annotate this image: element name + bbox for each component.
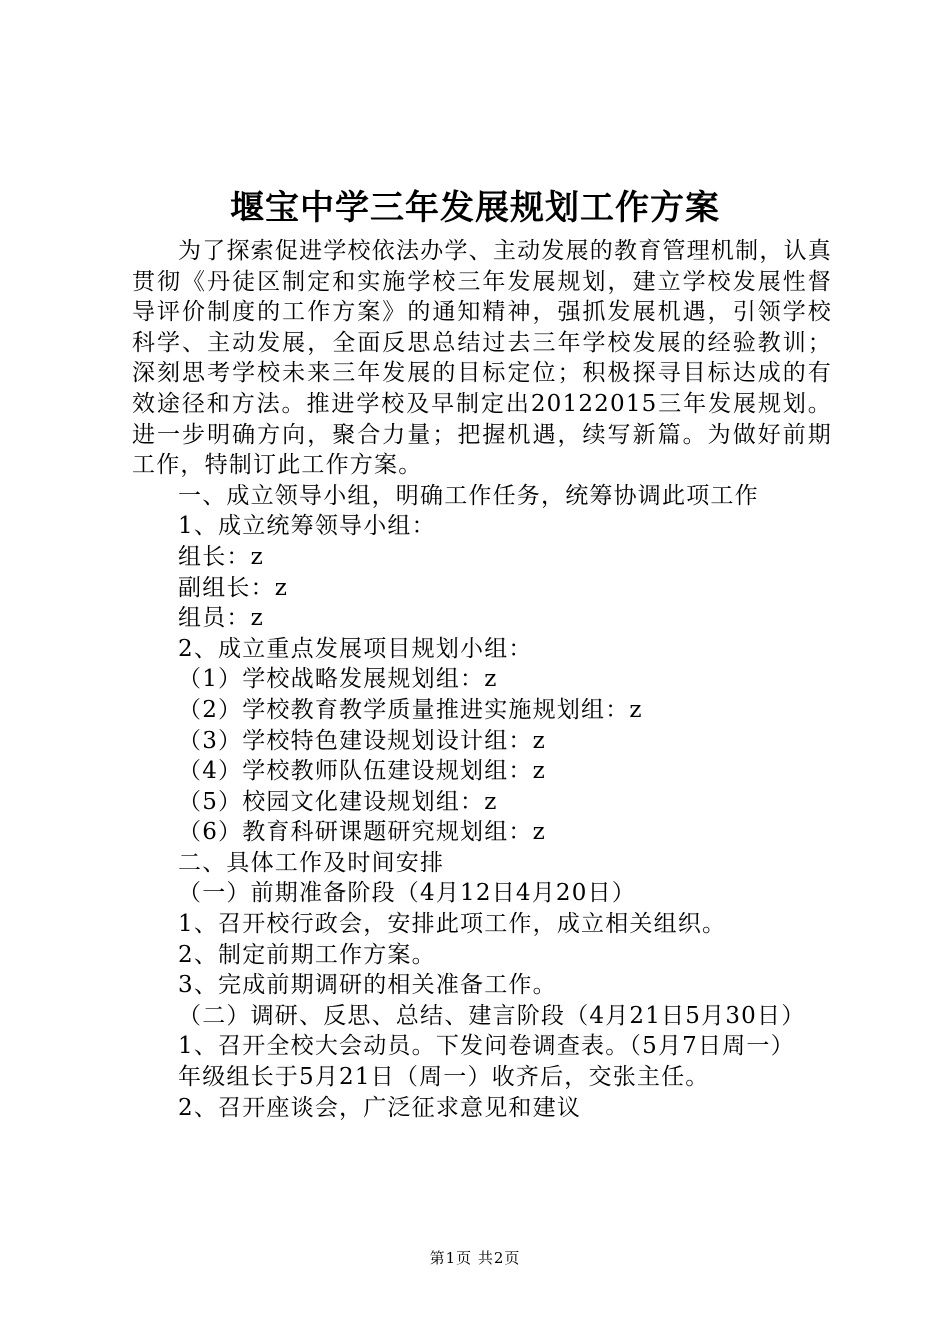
list-item: （3）学校特色建设规划设计组：z [178, 727, 546, 754]
list-item: 组员：z [178, 605, 264, 632]
list-item: （4）学校教师队伍建设规划组：z [178, 758, 546, 785]
list-item: （1）学校战略发展规划组：z [178, 666, 498, 693]
list-item: 2、召开座谈会，广泛征求意见和建议 [178, 1094, 582, 1121]
list-item: 组长：z [178, 543, 264, 570]
section-heading-1: 一、成立领导小组，明确工作任务，统筹协调此项工作 [178, 482, 759, 509]
list-item: （2）学校教育教学质量推进实施规划组：z [178, 696, 643, 723]
intro-paragraph: 为了探索促进学校依法办学、主动发展的教育管理机制，认真贯彻《丹徒区制定和实施学校三年发展规划，建立学校发展性督导评价制度的工作方案》的通知精神，强抓发展机遇，引领学校科学、主动发展，全面反思总结过去三年学校发展的经验教训；深刻思考学校未来三年发展的目标定位；积极探寻目标达成的有效途径和方法。推进学校及早制定出20122015三年发展规划。进一步明确方向，聚合力量；把握机遇，续写新篇。为做好前期工作，特制订此工作方案。 [132, 238, 832, 479]
stage-heading-2: （二）调研、反思、总结、建言阶段（4月21日5月30日） [178, 1002, 806, 1029]
page-footer: 第1页 共2页 [429, 1249, 521, 1267]
document-body [132, 236, 832, 1123]
list-item: 副组长：z [178, 574, 289, 601]
list-item: 3、完成前期调研的相关准备工作。 [178, 972, 557, 999]
list-item: 1、召开全校大会动员。下发问卷调查表。（5月7日周一） [178, 1033, 795, 1060]
list-item: （5）校园文化建设规划组：z [178, 788, 498, 815]
list-item: 1、召开校行政会，安排此项工作，成立相关组织。 [178, 911, 727, 938]
list-item: 2、制定前期工作方案。 [178, 941, 436, 968]
document-title: 堰宝中学三年发展规划工作方案 [230, 188, 720, 228]
list-item: 2、成立重点发展项目规划小组： [178, 635, 533, 662]
list-item: 年级组长于5月21日（周一）收齐后，交张主任。 [178, 1064, 710, 1091]
list-item: （6）教育科研课题研究规划组：z [178, 819, 546, 846]
stage-heading-1: （一）前期准备阶段（4月12日4月20日） [178, 880, 636, 907]
section-heading-2: 二、具体工作及时间安排 [178, 849, 445, 876]
list-item: 1、成立统筹领导小组： [178, 513, 436, 540]
